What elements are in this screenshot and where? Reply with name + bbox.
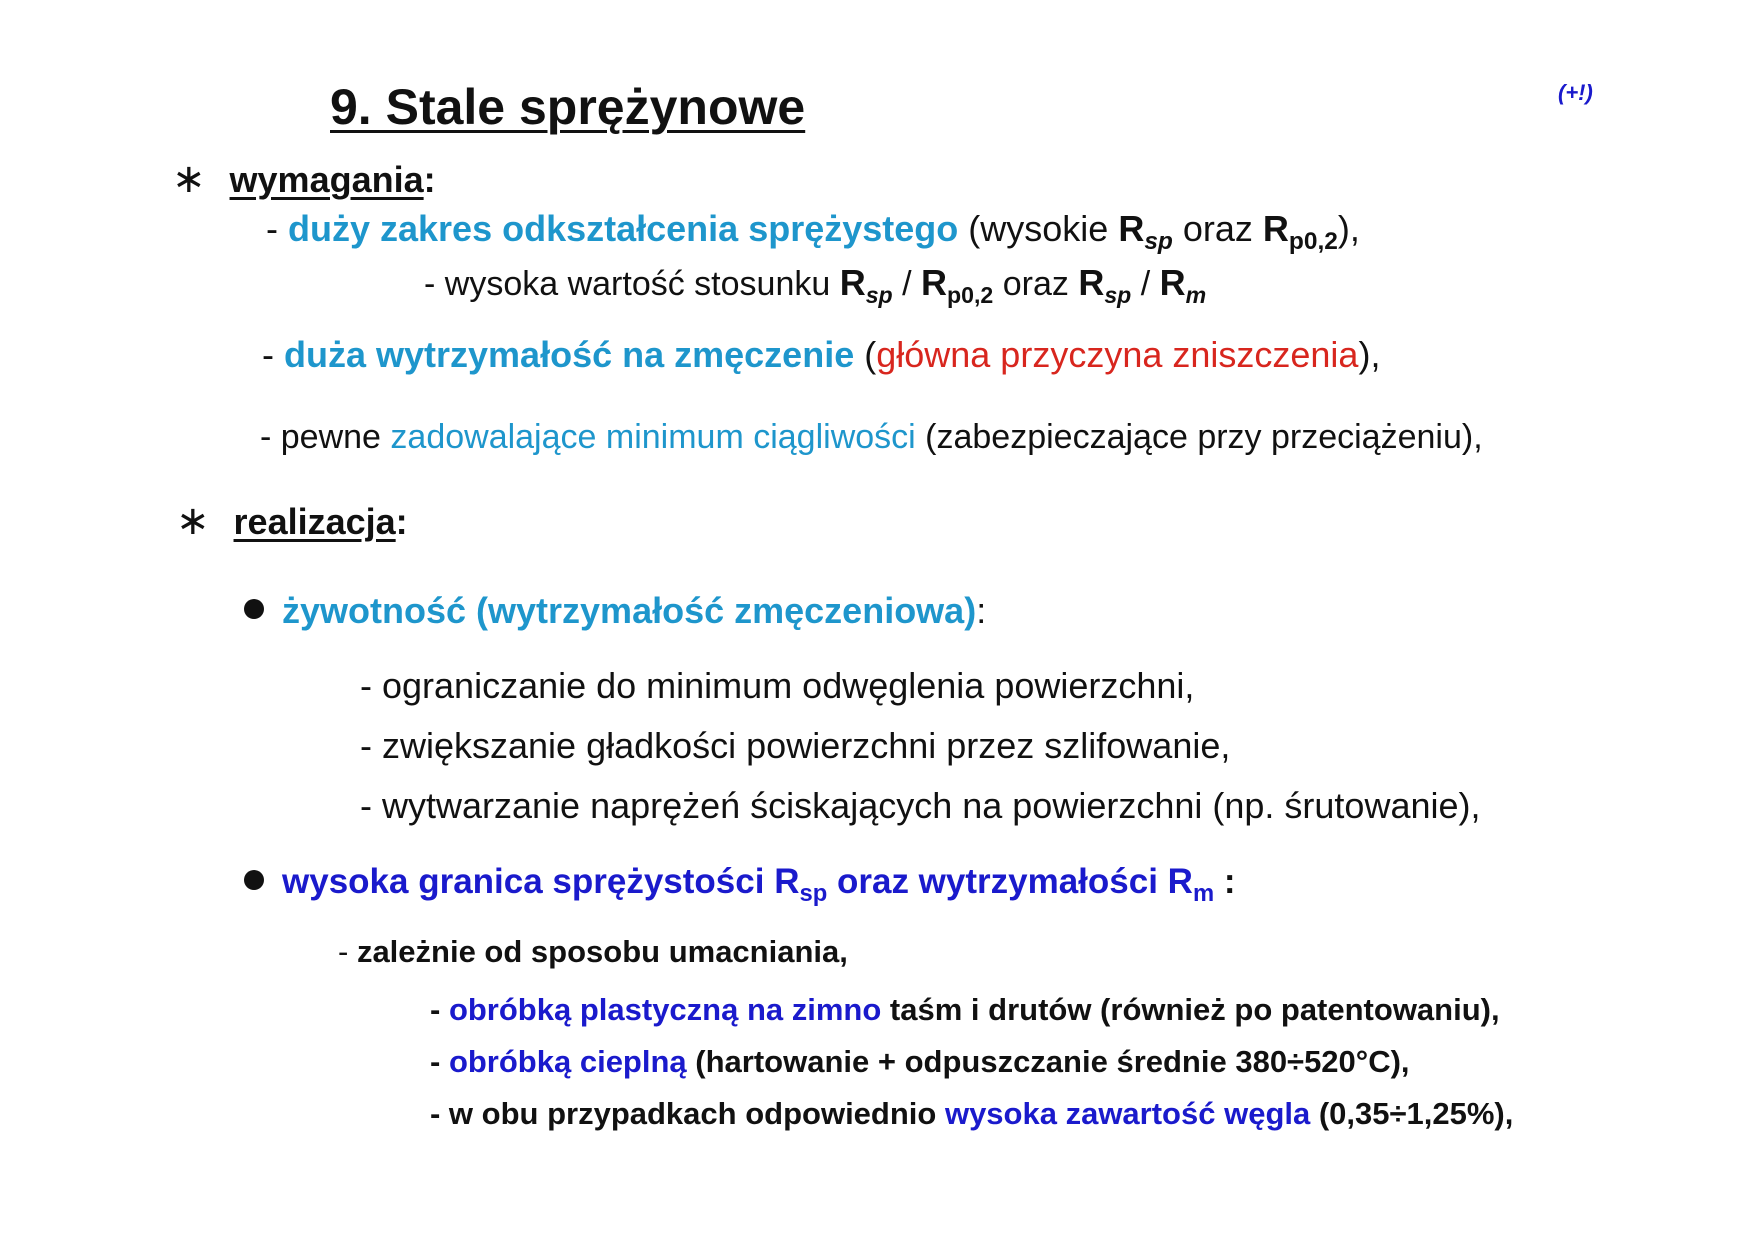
requirement-fatigue: - duża wytrzymałość na zmęczenie (główna przyczyna zniszczenia), [262, 334, 1381, 375]
list-item: - ograniczanie do minimum odwęglenia powierzchni, [360, 665, 1195, 706]
requirement-elastic-range: - duży zakres odkształcenia sprężystego (wysokie $R_{sp}$ oraz $R_{p0,2}$), [266, 208, 1360, 256]
list-item: - w obu przypadkach odpowiednio wysoka zawartość węgla (0,35÷1,25%), [430, 1096, 1514, 1131]
requirement-ratio: - wysoka wartość stosunku $R_{sp} / R_{p0,2}$ oraz $R_{sp} / R_m$ [424, 262, 1207, 308]
realization-heading-label: realizacja [233, 501, 396, 542]
requirements-heading-label: wymagania [229, 159, 424, 200]
strengthening-method-heading: - zależnie od sposobu umacniania, [338, 934, 848, 969]
fatigue-list [360, 656, 1481, 836]
importance-tag: (+!) [1558, 80, 1593, 105]
highlight-text: duża wytrzymałość na zmęczenie [284, 334, 855, 375]
highlight-text: duży zakres odkształcenia sprężystego [288, 208, 959, 249]
bullet-fatigue-life: żywotność (wytrzymałość zmęczeniowa): [244, 590, 986, 632]
warning-text: główna przyczyna zniszczenia [876, 334, 1359, 375]
requirements-heading: ∗ wymagania: [172, 157, 436, 201]
asterisk-icon: ∗ [176, 499, 210, 543]
strengthening-methods-list [430, 984, 1513, 1140]
list-item: - obróbką plastyczną na zimno taśm i drutów (również po patentowaniu), [430, 992, 1500, 1027]
list-item: - obróbką cieplną (hartowanie + odpuszczanie średnie 380÷520°C), [430, 1044, 1410, 1079]
list-item: - zwiększanie gładkości powierzchni przez szlifowanie, [360, 725, 1231, 766]
bullet-strength: wysoka granica sprężystości $R_{sp}$ oraz wytrzymałości $R_m$ : [244, 862, 1236, 908]
asterisk-icon: ∗ [172, 157, 206, 201]
highlight-text: zadowalające minimum ciągliwości [390, 418, 916, 456]
page-title: 9. Stale sprężynowe [330, 79, 806, 135]
bullet-icon [244, 870, 264, 890]
list-item: - wytwarzanie naprężeń ściskających na powierzchni (np. śrutowanie), [360, 785, 1481, 826]
bullet-icon [244, 599, 264, 619]
requirement-ductility: - pewne zadowalające minimum ciągliwości (zabezpieczające przy przeciążeniu), [260, 418, 1483, 456]
realization-heading: ∗ realizacja: [176, 499, 408, 543]
